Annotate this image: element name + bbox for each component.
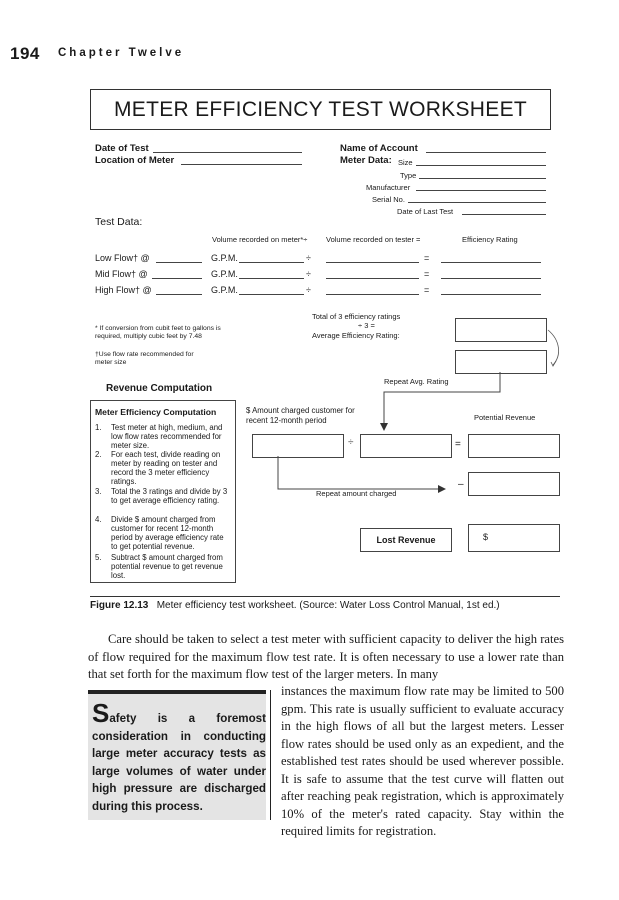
figure-caption bbox=[90, 596, 560, 611]
col-volume-tester: Volume recorded on tester = bbox=[326, 235, 421, 244]
location-label: Location of Meter bbox=[95, 155, 175, 166]
safety-callout bbox=[88, 690, 266, 820]
mid-flow-op: ÷ bbox=[306, 269, 311, 279]
meter-data-label: Meter Data: bbox=[340, 155, 392, 166]
paragraph-full-width: Care should be taken to select a test meter with sufficient capacity to deliver the high rates of flow required for the maximum flow test rate. It is often necessary to use a lower rate than that set forth for the maximum flow test of the larger meters. In many bbox=[88, 632, 564, 681]
step-1-number: 1. bbox=[95, 423, 102, 432]
step-5-number: 5. bbox=[95, 553, 102, 562]
step-3-text: Total the 3 ratings and divide by 3 to get average efficiency rating. bbox=[111, 487, 228, 505]
step-2-text: For each test, divide reading on meter by reading on tester and record the 3 meter efficiency ratings. bbox=[111, 450, 221, 486]
test-data-label: Test Data: bbox=[95, 216, 143, 228]
paragraph-column: instances the maximum flow rate may be limited to 500 gpm. This rate is usually sufficient to evaluate accuracy in the high flows of all but the largest meters. Lesser flow rates should be used only as an expedient, and the established test rates should be used wherever possible. It is safe to assume that the test curve will flatten out after reaching peak registration, which is approximately 10% of the meter's rated capacity. Stay within the required limits for registration. bbox=[281, 684, 564, 838]
high-flow-label: High Flow† @ bbox=[95, 285, 152, 295]
step-3-number: 3. bbox=[95, 487, 102, 496]
amount-charged-label: $ Amount charged customer for recent 12-month period bbox=[246, 406, 355, 425]
safety-divider bbox=[270, 690, 271, 820]
repeat-amount-arrowhead bbox=[438, 485, 446, 493]
potential-revenue-label: Potential Revenue bbox=[474, 413, 536, 422]
dollar-sign: $ bbox=[483, 532, 489, 542]
col-efficiency: Efficiency Rating bbox=[462, 235, 518, 244]
step-4-text: Divide $ amount charged from customer for recent 12-month period by average efficiency rate to get potential revenue. bbox=[111, 515, 224, 551]
figure-number: Figure 12.13 bbox=[90, 600, 149, 611]
low-flow-eq: = bbox=[424, 253, 430, 263]
low-flow-unit: G.P.M. bbox=[211, 253, 238, 263]
worksheet-title: METER EFFICIENCY TEST WORKSHEET bbox=[90, 89, 551, 130]
meter-type-label: Type bbox=[400, 171, 417, 180]
repeat-amount-connector bbox=[278, 456, 440, 489]
safety-text-block bbox=[92, 698, 266, 815]
account-label: Name of Account bbox=[340, 143, 418, 154]
minus-sign: – bbox=[458, 479, 464, 490]
step-1-text: Test meter at high, medium, and low flow rates recommended for meter size. bbox=[111, 423, 223, 450]
step-5-text: Subtract $ amount charged from potential revenue to get revenue lost. bbox=[111, 553, 223, 580]
footnote-conversion: * If conversion from cubit feet to gallons is required, multiply cubic feet by 7.48 bbox=[95, 325, 221, 340]
step-2-number: 2. bbox=[95, 450, 102, 459]
manufacturer-label: Manufacturer bbox=[366, 183, 411, 192]
low-flow-label: Low Flow† @ bbox=[95, 253, 150, 263]
serial-no-label: Serial No. bbox=[372, 195, 405, 204]
figure-caption-text: Meter efficiency test worksheet. (Source: Water Loss Control Manual, 1st ed.) bbox=[156, 600, 500, 611]
high-flow-eq: = bbox=[424, 285, 430, 295]
last-test-label: Date of Last Test bbox=[397, 207, 454, 216]
safety-text: afety is a foremost consideration in conducting large meter accuracy tests as large volumes of water under high pressure are discharged during this process. bbox=[92, 712, 266, 813]
repeat-avg-label: Repeat Avg. Rating bbox=[384, 377, 449, 386]
high-flow-op: ÷ bbox=[306, 285, 311, 295]
mid-flow-label: Mid Flow† @ bbox=[95, 269, 148, 279]
divide-by-three-label: ÷ 3 = bbox=[358, 321, 375, 330]
high-flow-unit: G.P.M. bbox=[211, 285, 238, 295]
repeat-amount-label: Repeat amount charged bbox=[316, 489, 397, 498]
curve-arrowhead bbox=[551, 361, 556, 366]
low-flow-op: ÷ bbox=[306, 253, 311, 263]
average-efficiency-label: Average Efficiency Rating: bbox=[312, 331, 400, 340]
footnote-flow-rate: †Use flow rate recommended for meter size bbox=[95, 351, 194, 366]
safety-dropcap: S bbox=[92, 698, 110, 728]
curve-connector bbox=[548, 330, 559, 365]
step-4-number: 4. bbox=[95, 515, 102, 524]
date-of-test-label: Date of Test bbox=[95, 143, 149, 154]
meter-size-label: Size bbox=[398, 158, 413, 167]
repeat-avg-arrowhead bbox=[380, 423, 388, 431]
mid-flow-unit: G.P.M. bbox=[211, 269, 238, 279]
repeat-avg-connector bbox=[384, 372, 500, 425]
mid-flow-eq: = bbox=[424, 269, 430, 279]
col-volume-meter: Volume recorded on meter*÷ bbox=[212, 235, 308, 244]
divide-sign: ÷ bbox=[348, 437, 354, 448]
lost-revenue-label: Lost Revenue bbox=[376, 535, 436, 545]
steps-heading: Meter Efficiency Computation bbox=[95, 407, 217, 417]
total-ratings-label: Total of 3 efficiency ratings bbox=[312, 312, 401, 321]
page-number: 194 bbox=[10, 44, 40, 63]
equals-sign: = bbox=[455, 439, 461, 450]
revenue-heading: Revenue Computation bbox=[106, 383, 213, 394]
chapter-title: Chapter Twelve bbox=[58, 47, 185, 59]
